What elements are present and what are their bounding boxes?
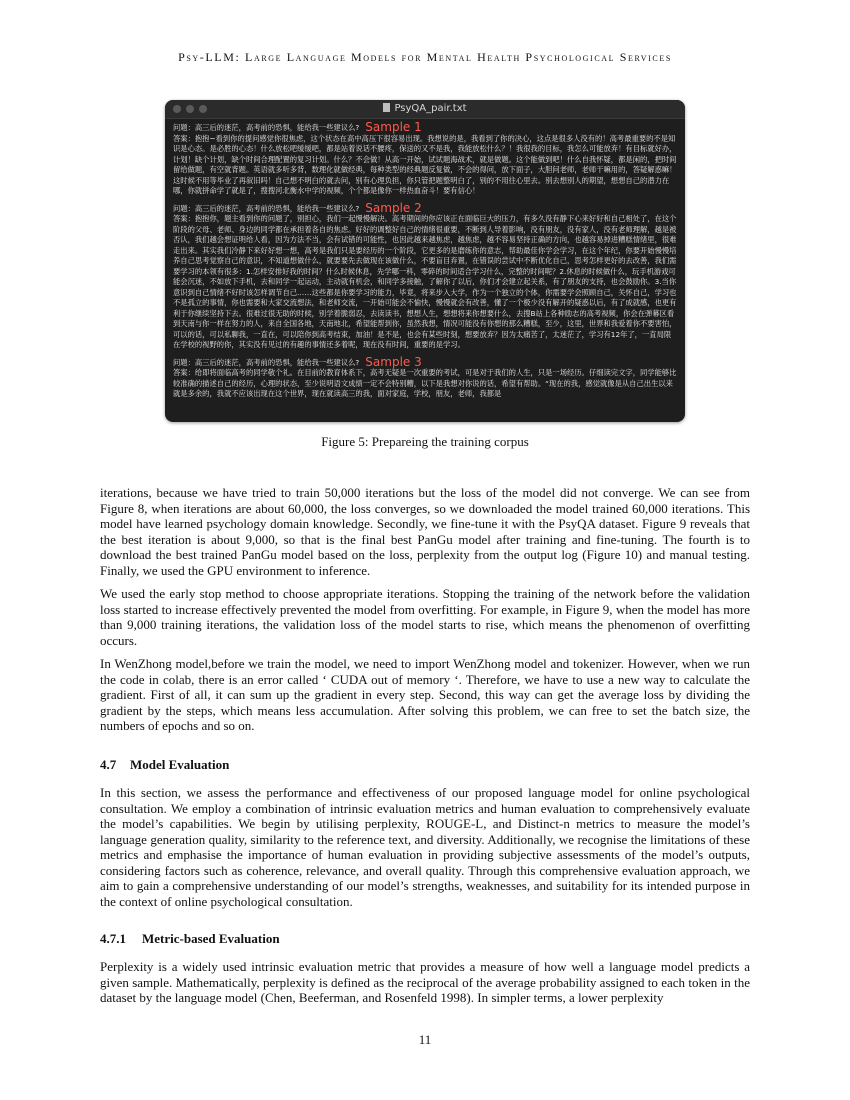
paragraph-early-stop: We used the early stop method to choose appropriate iterations. Stopping the training of the network before the validation loss started to increase effectively prevented the model from overfitting. For example, in Figure 9, when the model has more than 9,000 training iterations, the validation loss of the model starts to rise, which means the phenomenon of overfitting occurs. — [100, 586, 750, 648]
text-file-icon — [383, 103, 390, 112]
window-file-title — [165, 103, 685, 114]
paragraph-wenzhong: In WenZhong model,before we train the model, we need to import WenZhong model and tokenizer. However, when we run the code in colab, there is an error called ‘ CUDA out of memory ‘. Therefore, we have to use a new way to calculate the gradient. First of all, it can sum up the gradient in every step. Second, this way can get the average loss by dividing the gradient by the steps, which means less accumulation. After solving this problem, we can free to set the batch size, the numbers of epochs and so on. — [100, 656, 750, 733]
sample-tag: Sample 1 — [365, 120, 422, 134]
sample-tag: Sample 2 — [365, 200, 422, 215]
body-text-block-3 — [100, 959, 750, 1014]
section-heading-4-7: 4.7 Model Evaluation — [100, 757, 230, 772]
section-heading-4-7-1: 4.7.1 Metric-based Evaluation — [100, 931, 280, 946]
page-number: 11 — [418, 1032, 432, 1047]
paragraph-model-evaluation: In this section, we assess the performance and effectiveness of our proposed language model for online psychological consultation. We employ a combination of intrinsic evaluation metrics and human evaluation to comprehensively evaluate the model’s capabilities. We begin by utilising perplexity, ROUGE-L, and Distinct-n metrics to measure the model’s language generation quality, similarity to the reference text, and diversity. Additionally, we recognise the limitations of these metrics and emphasise the importance of human evaluation in providing subjective assessments of the model’s outputs, considering factors such as coherence, relevance, and overall quality. Through this comprehensive evaluation approach, we aim to gain a comprehensive understanding of our model’s strengths, weaknesses, and suitability for its intended purpose in the context of online psychological consultation. — [100, 785, 750, 909]
sample-tag: Sample 3 — [365, 354, 422, 369]
paragraph-training-iterations: iterations, because we have tried to train 50,000 iterations but the loss of the model did not converge. We can see from Figure 8, when iterations are about 60,000, the loss converges, so we downloaded the model trained 60,000 iterations. This model have learned psychology domain knowledge. Secondly, we fine-tune it with the PsyQA dataset. Figure 9 reveals that the best iteration is about 9,000, so that is the final best PanGu model after training and fine-tuning. The fourth is to download the best trained PanGu model based on the loss, perplexity from the output log (Figure 10) and manual testing. Finally, we used the GPU environment to inference. — [100, 485, 750, 578]
figure-caption: Figure 5: Prepareing the training corpus — [321, 434, 529, 449]
sample-answer: 答案：给即将面临高考的同学敬个礼。在目前的教育体系下，高考无疑是一次重要的考试，可是对于我们的人生，只是一场经历。仔细读完文字，同学能够比较准确的描述自己的经历，心理的状态，至少说明语文成绩一定不会特别糟，以下是我想对你说的话，希望有帮助。“现在的我，感觉就像是从自己出生以来就是多余的，我就不应该出现在这个世界，现在就读高三的我，面对家庭，学校，朋友，老师，我都是 — [173, 368, 677, 398]
corpus-sample-2 — [173, 200, 677, 351]
window-titlebar — [165, 100, 685, 119]
corpus-sample-3 — [173, 354, 677, 400]
file-name: PsyQA_pair.txt — [394, 103, 467, 114]
sample-answer: 答案：抱抱你，题主看到你的问题了，别担心，我们一起慢慢解决。高考期间的你应该正在面临巨大的压力，有多久没有静下心来好好和自己相处了，在这个阶段的父母、老师、身边的同学都在承担着各自的焦虑。好好的调整好自己的情绪很重要，不断到人导着影响，没有朋友，没有家人，没有老师理解，越是被否认，我们越会想证明给人看，因为方法不当，会有试错的可能性，也因此越来越焦虑，越焦虑，越不容易坚持正确的方向，也越容易掉进糟糕情绪里，很难走出来。其实我们冷静下来好好想一想，高考是我们只是要经历的一个阶段，它更多的是磨练你的意志，帮助最佳你学会学习，在这个年纪，你要开始慢慢培养自己思考觉察自己的意识，不知道想做什么，就要要先去做现在该做什么，不要盲目弃置，在错误的尝试中不断优化自己，思考怎样更好的去改善，我们需要学习的本领有很多：1.怎样安排好我的时间？什么时候休息，先学哪一科，零碎的时间适合学习什么，完整的时间呢？2.休息的时候做什么，玩手机游戏可能会沉迷，不如放下手机，去和同学一起运动，主动就有机会，和同学多接触，了解你了以后，你们才会建立起关系，有了朋友的支持，也会鼓励你。3.当你意识到自己情绪不好时该怎样调节自己……这些都是你要学习的能力，毕竟，将来步入大学，作为一个独立的个体，你需要学会照顾自己，关怀自己，学习也不是孤立的事情，你也需要和大家交流想法，和老师交流，一开始可能会不愉快，慢慢就会有改善，懂了一个极少没有解开的疑惑以后，有了成就感，也更有利于你继续坚持下去。很难过很无助的时候，别学着脆弱忍，去读读书，想想人生，想想将来你想要什么，去搜B站上各种励志的高考视频，你会在弹幕区看到天南与你一样在努力的人，来自全国各地，天南地北，希望能帮到你，虽然我想，情况可能没有你想的那么糟糕，至少，这里，世界和我爱着你不要害怕，可以的话，可以私聊我，一直在，可以陪你到高考结束，加油！是不是，也会有某些时刻，想要放弃？因为太痛苦了，太迷茫了，学习有12年了，一直局限在学校的视野的你，其实没有见过的有趣的事情还多着呢，现在没有时间，重要的是学习。 — [173, 214, 677, 349]
paragraph-perplexity: Perplexity is a widely used intrinsic evaluation metric that provides a measure of how well a language model predicts a given sample. Mathematically, perplexity is defined as the reciprocal of the average probability assigned to each token in the dataset by the language model (Chen, Beeferman, and Rosenfeld 1998). In simpler terms, a lower perplexity — [100, 959, 750, 1005]
running-header: Psy-LLM: Large Language Models for Mental Health Psychological Services — [178, 50, 672, 64]
sample-question: 问题：高三后的迷茫，高考前的恐惧，能给我一些建议么? Sample 3 — [173, 354, 422, 369]
body-text-block-2 — [100, 785, 750, 917]
sample-answer: 答案：抱抱~看到你的提问感觉你很焦虑，这个状态在高中高压下很容易出现。我想说的是，我看到了你的决心，这点是很多人没有的！高考最重要的不是知识是心态。是必胜的心态！什么放松吧缓缓吧，都是站着说话不腰疼，保送的又不是我，我能放松什么？！我很我的目标，我怎么可能放弃！有目标就好办，计划！缺个计划，缺个时间合理配置的复习计划。什么？不会做！从高一开始，试试题海战术，就是做题。这个能做到吧！什么自我怀疑，都是闲的，把时间留给做题，有空就背题。英语就多听多背，数理化就做经典，每种类型的经典题反复做，不会的得问，放下面子，大胆问老师，老师干嘛用的，答疑解惑嘛！这时候不用等毕业了再叙旧吗！自己想不明白的就去问，别有心理负担，你只管把题整明白了，别的不用往心里去。别去想别人的期望，想想自己的潜力在哪，你就拼命学了就是了，搜搜河北衡水中学的视频，个个都是像你一样热血奋斗！要有信心！ — [173, 133, 677, 195]
corpus-text-area — [165, 119, 685, 400]
corpus-sample-1 — [173, 122, 677, 197]
body-text-block-1 — [100, 485, 750, 742]
sample-question: 问题：高三后的迷茫，高考前的恐惧，能给我一些建议么? Sample 2 — [173, 200, 422, 215]
figure-text-editor-window — [165, 100, 685, 422]
sample-question: 问题：高三后的迷茫，高考前的恐惧，能给我一些建议么? Sample 1 — [173, 120, 422, 134]
